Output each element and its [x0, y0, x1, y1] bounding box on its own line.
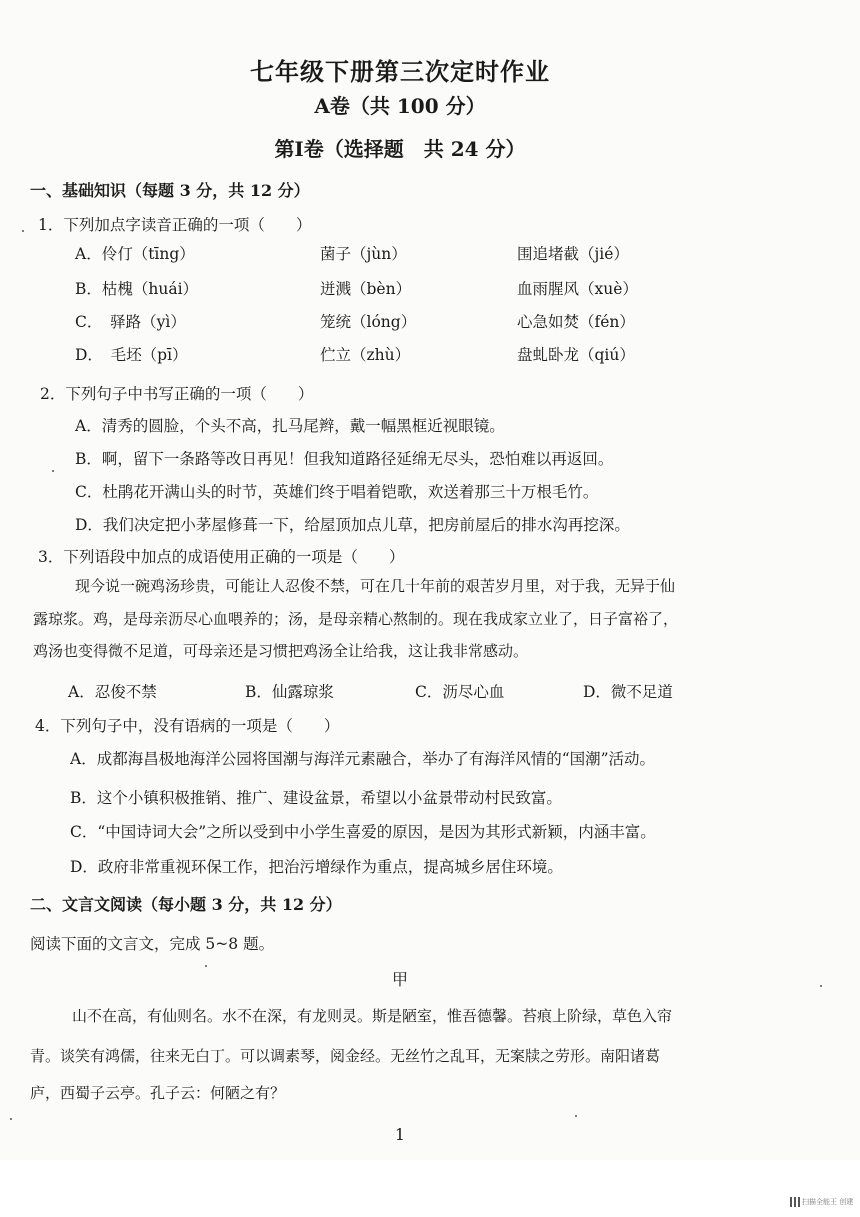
q1-stem: 1．下列加点字读音正确的一项（ ）	[38, 216, 312, 234]
q2-option-d: D．我们决定把小茅屋修葺一下，给屋顶加点儿草，把房前屋后的排水沟再挖深。	[75, 516, 630, 534]
q1-option: A．伶仃（tīng）	[75, 245, 195, 263]
q1-option: C． 驿路（yì）	[75, 313, 186, 331]
scanner-watermark	[790, 1197, 853, 1207]
q4-option-b: B．这个小镇积极推销、推广、建设盆景，希望以小盆景带动村民致富。	[70, 789, 562, 807]
passage-line: 庐，西蜀子云亭。孔子云：何陋之有？	[30, 1084, 286, 1102]
section1-heading: 一、基础知识（每题 3 分，共 12 分）	[30, 181, 310, 200]
passage-line: 青。谈笑有鸿儒，往来无白丁。可以调素琴，阅金经。无丝竹之乱耳，无案牍之劳形。南阳诸葛	[30, 1047, 661, 1065]
q1-option: D． 毛坯（pī）	[75, 346, 188, 364]
q3-option: C．沥尽心血	[415, 683, 505, 701]
q3-option: B．仙露琼浆	[245, 683, 334, 701]
page-number: 1	[394, 1125, 406, 1144]
scan-speck	[22, 230, 24, 232]
q3-options	[0, 680, 860, 700]
q3-passage-line: 现今说一碗鸡汤珍贵，可能让人忍俊不禁，可在几十年前的艰苦岁月里，对于我，无异于仙	[75, 577, 676, 595]
scanner-label: 扫描全能王 创建	[802, 1198, 854, 1206]
q2-option-c: C．杜鹃花开满山头的时节，英雄们终于唱着铠歌，欢送着那三十万根毛竹。	[75, 483, 599, 501]
scan-speck	[575, 1115, 577, 1117]
q4-stem: 4．下列句子中，没有语病的一项是（ ）	[35, 717, 340, 735]
scan-speck	[10, 1118, 12, 1120]
q2-stem: 2．下列句子中书写正确的一项（ ）	[40, 385, 314, 403]
q1-option: 血雨腥风（xuè）	[517, 280, 638, 298]
q3-passage-line: 露琼浆。鸡，是母亲沥尽心血喂养的；汤，是母亲精心熬制的。现在我成家立业了，日子富裕了，	[33, 610, 679, 628]
passage-line: 山不在高，有仙则名。水不在深，有龙则灵。斯是陋室，惟吾德馨。苔痕上阶绿，草色入帘	[72, 1007, 673, 1025]
q1-row-d	[0, 343, 860, 363]
q3-option: D．微不足道	[583, 683, 673, 701]
q4-option-d: D．政府非常重视环保工作，把治污增绿作为重点，提高城乡居住环境。	[70, 858, 563, 876]
q1-option: 迸溅（bèn）	[320, 280, 412, 298]
q3-option: A．忍俊不禁	[68, 683, 157, 701]
q4-option-a: A．成都海昌极地海洋公园将国潮与海洋元素融合，举办了有海洋风情的“国潮”活动。	[70, 750, 656, 768]
scan-speck	[205, 965, 207, 967]
scan-speck	[820, 985, 822, 987]
scan-speck	[52, 470, 54, 472]
q2-option-b: B．啊，留下一条路等改日再见！但我知道路径延绵无尽头，恐怕难以再返回。	[75, 450, 614, 468]
section2-intro: 阅读下面的文言文，完成 5~8 题。	[30, 935, 275, 953]
q4-option-c: C．“中国诗词大会”之所以受到中小学生喜爱的原因，是因为其形式新颖，内涵丰富。	[70, 823, 656, 841]
q1-option: 盘虬卧龙（qiú）	[517, 346, 635, 364]
section2-heading: 二、文言文阅读（每小题 3 分，共 12 分）	[30, 895, 342, 914]
q1-row-a	[0, 242, 860, 262]
q1-option: 笼统（lóng）	[320, 313, 417, 331]
q1-option: 围追堵截（jié）	[517, 245, 629, 263]
q1-option: 伫立（zhù）	[320, 346, 411, 364]
part-title: 第Ⅰ卷（选择题 共 24 分）	[274, 137, 526, 161]
volume-title: A卷（共 100 分）	[314, 94, 486, 118]
q1-option: 菌子（jùn）	[320, 245, 407, 263]
q3-stem: 3．下列语段中加点的成语使用正确的一项是（ ）	[38, 548, 405, 566]
passage-label-jia: 甲	[391, 970, 408, 989]
q1-row-b	[0, 277, 860, 297]
q3-passage-line: 鸡汤也变得微不足道，可母亲还是习惯把鸡汤全让给我，这让我非常感动。	[33, 642, 529, 660]
exam-title: 七年级下册第三次定时作业	[250, 57, 550, 86]
q1-row-c	[0, 310, 860, 330]
q1-option: 心急如焚（fén）	[517, 313, 635, 331]
q2-option-a: A．清秀的圆脸，个头不高，扎马尾辫，戴一幅黑框近视眼镜。	[75, 417, 505, 435]
q1-option: B．枯槐（huái）	[75, 280, 199, 298]
qr-code-icon	[790, 1197, 800, 1207]
